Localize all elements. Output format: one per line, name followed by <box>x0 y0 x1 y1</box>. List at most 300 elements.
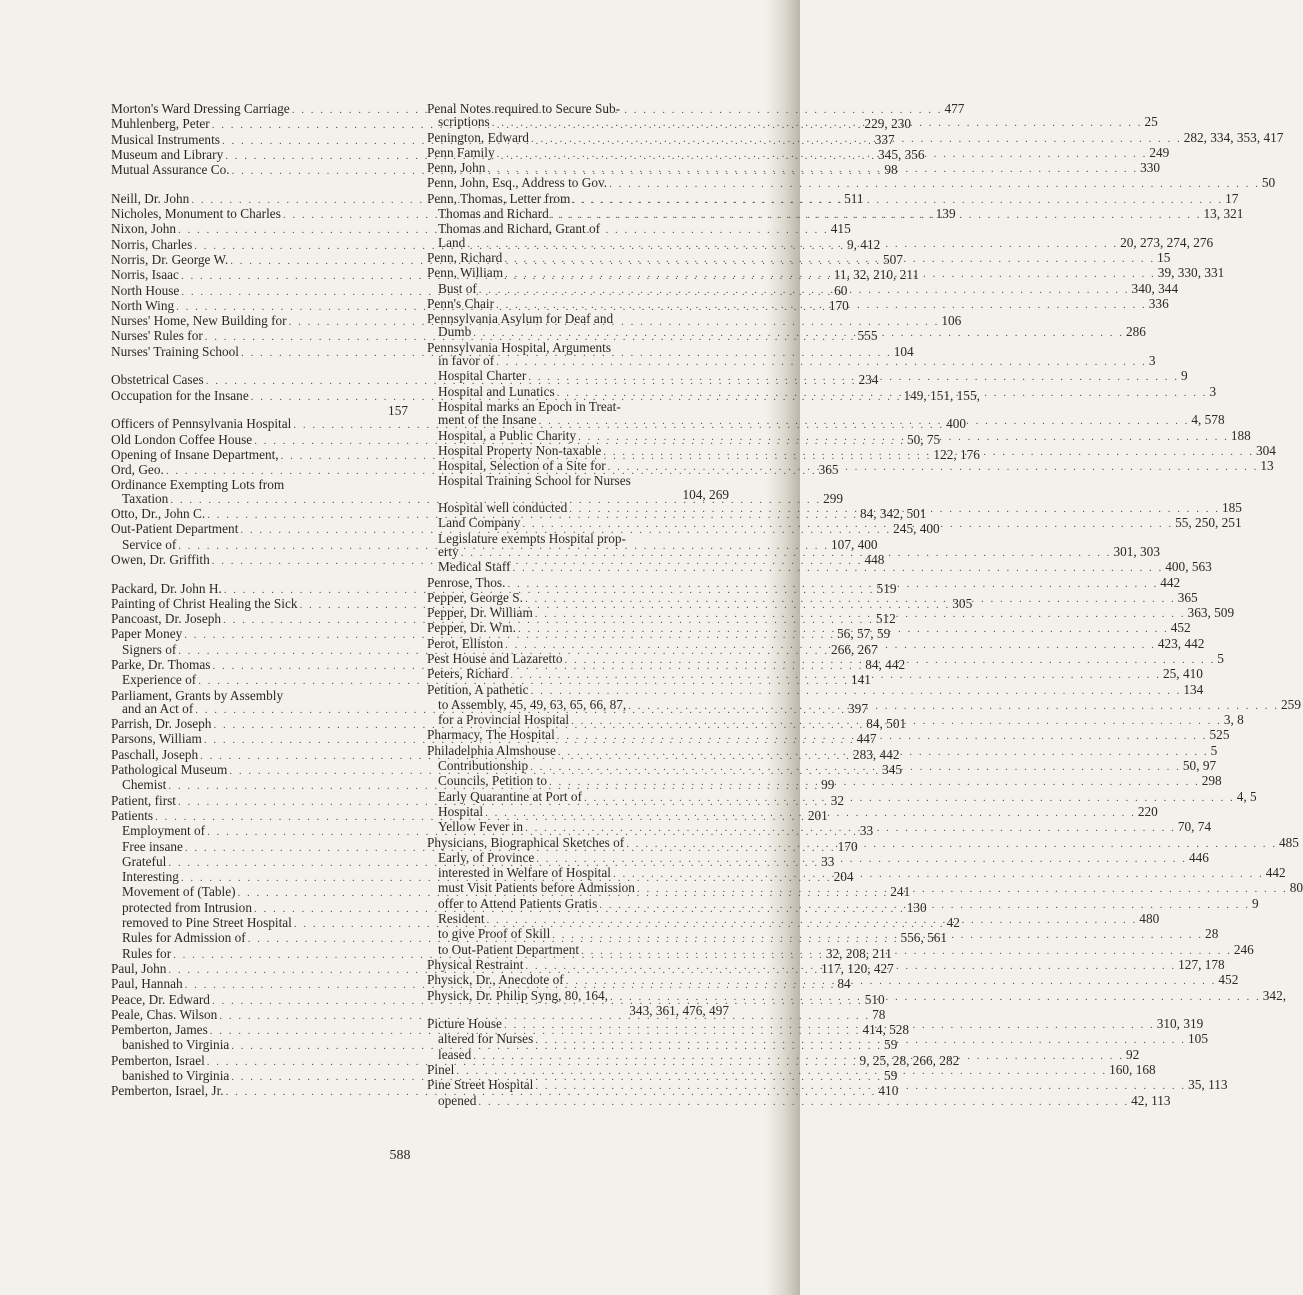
page-refs: 241 <box>890 884 911 900</box>
page-refs: 259 <box>1281 696 1301 712</box>
entry-term: Hospital and Lunatics <box>438 383 555 399</box>
entry-term: Chemist <box>122 777 167 793</box>
index-subentry <box>427 474 729 487</box>
entry-term: Parke, Dr. Thomas <box>111 656 211 672</box>
dot-leader <box>531 685 1182 698</box>
dot-leader <box>603 446 1254 462</box>
dot-leader <box>608 461 1259 478</box>
page-refs: 337 <box>874 131 895 147</box>
entry-term: Norris, Charles <box>111 236 193 252</box>
page-refs: 50, 97 <box>1182 758 1217 774</box>
page-refs: 4, 578 <box>1191 412 1225 428</box>
entry-term: Peale, Chas. Wilson <box>111 1006 218 1022</box>
dot-leader <box>473 1050 1124 1063</box>
dot-leader <box>609 178 1260 191</box>
entry-term: Packard, Dr. John H. <box>111 580 222 596</box>
entry-term: must Visit Patients before Admission <box>438 880 635 896</box>
entry-term: North Wing <box>111 297 175 313</box>
dot-leader <box>549 776 1200 793</box>
entry-term: Penington, Edward <box>427 129 529 145</box>
entry-term: Pemberton, James <box>111 1022 208 1038</box>
index-subentry <box>427 532 729 545</box>
entry-term: Nicholes, Monument to Charles <box>111 206 281 222</box>
dot-leader <box>599 899 1250 915</box>
entry-term: Old London Coffee House <box>111 431 253 447</box>
entry-term: Penn, John <box>427 160 486 176</box>
entry-term: Penn Family <box>427 144 495 160</box>
entry-term: Patient, first <box>111 792 176 808</box>
entry-term: Hospital marks an Epoch in Treat- <box>438 398 621 414</box>
page-refs: 485 <box>1278 834 1299 850</box>
entry-term: Petition, A pathetic <box>427 681 529 697</box>
page-refs: 99 <box>821 777 835 793</box>
page-refs: 5 <box>1210 742 1218 758</box>
entry-term: Paschall, Joseph <box>111 746 199 762</box>
page-refs: 84, 442 <box>865 656 906 672</box>
entry-term: Pharmacy, The Hospital <box>427 727 555 743</box>
entry-term: Parliament, Grants by Assembly <box>111 687 284 703</box>
dot-leader <box>497 148 1148 161</box>
dot-leader <box>626 838 1277 854</box>
page-refs: 188 <box>1230 427 1251 443</box>
page-refs: 33 <box>859 823 874 839</box>
page-refs: 477 <box>944 101 965 116</box>
index-entry <box>427 175 1276 191</box>
entry-term: Contributionship <box>438 758 529 774</box>
dot-leader <box>485 807 1136 823</box>
page-refs: 340, 344 <box>1131 280 1179 296</box>
page-refs: 442 <box>1160 574 1181 590</box>
page-refs: 32, 208, 211 <box>825 945 892 961</box>
dot-leader <box>518 623 1169 636</box>
entry-term: Occupation for the Insane <box>111 387 249 403</box>
dot-leader <box>551 206 1202 222</box>
dot-leader <box>565 654 1216 667</box>
page-refs: 59 <box>884 1037 898 1053</box>
entry-term: Patients <box>111 807 154 823</box>
dot-leader <box>557 730 1208 747</box>
dot-leader <box>525 593 1176 606</box>
entry-term: Penn, John, Esq., Address to Gov. <box>427 175 608 191</box>
dot-leader <box>522 518 1173 531</box>
page-refs: 400, 563 <box>1165 559 1212 575</box>
page-refs: 234 <box>858 372 879 388</box>
section-gap <box>111 178 408 191</box>
entry-term: Pepper, Dr. Wm. <box>427 620 516 636</box>
page-refs: 245, 400 <box>893 521 940 537</box>
page-refs: 336 <box>1148 295 1169 311</box>
dot-leader <box>581 945 1232 961</box>
index-entry <box>427 341 729 354</box>
entry-term: Nurses' Rules for <box>111 328 203 344</box>
page-refs: 4, 5 <box>1236 788 1257 804</box>
entry-term: Dumb <box>438 324 472 340</box>
dot-leader <box>528 371 1179 388</box>
dot-leader <box>539 415 1190 432</box>
entry-term: Physical Restraint <box>427 956 524 972</box>
entry-term: Pepper, George S. <box>427 589 523 605</box>
dot-leader <box>507 578 1158 591</box>
index-entry <box>427 102 729 115</box>
page-refs: 9 <box>1181 368 1188 384</box>
entry-term: Nurses' Training School <box>111 343 239 359</box>
entry-term: ment of the Insane <box>438 412 537 428</box>
dot-leader <box>569 503 1220 516</box>
page-refs: 365 <box>818 462 839 478</box>
page-refs: 447 <box>856 731 877 747</box>
page-refs: 423, 442 <box>1157 635 1205 651</box>
index-entry-continuation <box>111 404 408 417</box>
entry-term: Opening of Insane Department, <box>111 446 279 462</box>
entry-term: to Out-Patient Department <box>438 941 580 957</box>
page-refs: 134 <box>1183 681 1204 697</box>
page-refs: 117, 120, 427 <box>821 960 894 976</box>
entry-term: Pest House and Lazaretto <box>427 650 563 666</box>
page-refs: 70, 74 <box>1177 819 1212 835</box>
entry-term: Experience of <box>122 672 197 688</box>
dot-leader <box>535 1080 1186 1093</box>
dot-leader <box>504 1019 1155 1032</box>
entry-term: Early Quarantine at Port of <box>438 788 582 804</box>
dot-leader <box>505 639 1156 652</box>
entry-term: Councils, Petition to <box>438 773 547 789</box>
page-refs: 330 <box>1140 160 1161 176</box>
entry-term: Penn, William <box>427 265 504 281</box>
page-refs: 442 <box>1265 865 1286 881</box>
page-refs: 170 <box>837 838 858 854</box>
page-refs: 35, 113 <box>1188 1077 1228 1093</box>
page-refs: 107, 400 <box>831 536 878 552</box>
dot-leader <box>610 991 1261 1007</box>
entry-term: Neill, Dr. John <box>111 190 190 206</box>
dot-leader <box>492 117 1143 130</box>
page-refs: 104, 269 <box>682 486 729 502</box>
entry-term: Out-Patient Department <box>111 521 239 537</box>
entry-term: Thomas and Richard, Grant of <box>438 221 601 237</box>
entry-term: Peace, Dr. Edward <box>111 991 210 1007</box>
index-subentry <box>427 1092 1171 1109</box>
section-gap <box>111 360 408 373</box>
entry-term: scriptions <box>438 114 490 130</box>
page-refs: 304 <box>1255 442 1276 458</box>
entry-term: Hospital, Selection of a Site for <box>438 458 606 474</box>
page-refs: 9, 412 <box>847 236 881 252</box>
entry-term: Movement of (Table) <box>122 884 236 900</box>
entry-term: Early, of Province <box>438 849 535 865</box>
dot-leader <box>637 883 1288 900</box>
page-refs: 446 <box>1189 849 1209 865</box>
entry-term: Painting of Christ Healing the Sick <box>111 595 298 611</box>
index-subentry <box>427 400 729 413</box>
entry-term: Employment of <box>122 823 206 839</box>
entry-term: Mutual Assurance Co. <box>111 162 230 178</box>
page-refs: 519 <box>876 580 897 596</box>
entry-term: offer to Attend Patients Gratis <box>438 895 598 911</box>
entry-term: Musical Instruments <box>111 131 220 147</box>
dot-leader <box>552 929 1203 946</box>
entry-term: Pepper, Dr. William <box>427 605 533 621</box>
entry-term: Hospital, a Public Charity <box>438 427 577 443</box>
page-refs: 452 <box>1170 620 1191 636</box>
page-refs: 50, 75 <box>906 431 941 447</box>
entry-term: Physick, Dr., Anecdote of <box>427 972 564 988</box>
page-refs: 556, 561 <box>900 930 948 946</box>
entry-term: Resident <box>438 911 485 927</box>
entry-term: Parsons, William <box>111 731 202 747</box>
entry-term: Hospital well conducted <box>438 500 568 516</box>
entry-term: interested in Welfare of Hospital <box>438 865 611 881</box>
dot-leader <box>566 975 1217 992</box>
page-refs: 507 <box>882 251 903 267</box>
page-refs: 480 <box>1139 911 1160 927</box>
page-refs: 343, 361, 476, 497 <box>629 1002 729 1018</box>
page-refs: 229, 230 <box>864 116 912 132</box>
page-refs: 286 <box>1126 324 1146 340</box>
dot-leader <box>479 284 1130 297</box>
entry-term: Paul, Hannah <box>111 976 183 992</box>
entry-term: Peters, Richard <box>427 666 509 682</box>
page-number: 588 <box>389 1148 411 1163</box>
page-refs: 266, 267 <box>831 641 878 657</box>
dot-leader <box>473 327 1124 344</box>
page-refs: 249 <box>1149 144 1170 160</box>
entry-term: to Assembly, 45, 49, 63, 65, 66, 87, <box>438 696 627 712</box>
entry-term: for a Provincial Hospital <box>438 712 570 728</box>
entry-term: Penal Notes required to Secure Sub- <box>427 101 621 116</box>
entry-term: Land <box>438 234 466 250</box>
entry-term: Hospital <box>438 803 484 819</box>
page-refs: 9 <box>1252 895 1259 911</box>
entry-term: Hospital Training School for Nurses <box>438 473 631 489</box>
entry-term: Penn's Chair <box>427 295 495 311</box>
entry-term: banished to Virginia <box>122 1068 230 1083</box>
page-refs: 201 <box>807 807 828 823</box>
entry-term: Norris, Isaac <box>111 267 179 283</box>
section-gap <box>111 568 408 581</box>
page-refs: 204 <box>833 869 854 885</box>
page-refs: 5 <box>1217 650 1224 666</box>
page-refs: 220 <box>1137 803 1158 819</box>
entry-term: Hospital Charter <box>438 368 527 384</box>
page-refs: 452 <box>1218 972 1239 988</box>
entry-term: Museum and Library <box>111 146 224 162</box>
page-refs: 141 <box>850 672 871 688</box>
dot-leader <box>536 853 1187 869</box>
page-refs: 410 <box>878 1083 899 1099</box>
page-refs: 104 <box>893 343 914 359</box>
page-refs: 56, 57, 59 <box>837 626 891 642</box>
entry-term: Morton's Ward Dressing Carriage <box>111 101 290 116</box>
entry-term: Pennsylvania Asylum for Deaf and <box>427 311 614 327</box>
entry-term: Nixon, John <box>111 221 177 237</box>
index-subentry <box>427 353 1156 369</box>
entry-term: Paul, John <box>111 960 167 976</box>
entry-term: Officers of Pennsylvania Hospital <box>111 416 292 432</box>
entry-term: Pancoast, Dr. Joseph <box>111 611 222 627</box>
page-refs: 415 <box>830 221 851 237</box>
entry-term: Hospital Property Non-taxable <box>438 442 602 458</box>
entry-term: Yellow Fever in <box>438 819 524 835</box>
page-refs: 400 <box>946 416 967 432</box>
page-refs: 55, 250, 251 <box>1175 515 1242 531</box>
page-refs: 33 <box>821 853 835 869</box>
entry-term: Land Company <box>438 515 521 531</box>
page-refs: 25, 410 <box>1163 666 1203 682</box>
dot-leader <box>504 253 1155 266</box>
page-refs: 185 <box>1222 500 1242 516</box>
dot-leader <box>510 669 1161 682</box>
page-refs: 157 <box>388 402 408 418</box>
entry-term: Norris, Dr. George W. <box>111 251 229 267</box>
page-refs: 78 <box>872 1006 886 1022</box>
page-refs: 397 <box>848 700 868 716</box>
entry-term: Paper Money <box>111 626 183 642</box>
dot-leader <box>613 868 1264 885</box>
entry-term: opened <box>438 1092 477 1108</box>
entry-term: Penn, Thomas, Letter from <box>427 190 571 206</box>
page-refs: 9, 25, 28, 266, 282 <box>859 1052 960 1068</box>
entry-term: Signers of <box>122 641 177 657</box>
entry-term: Service of <box>122 536 177 552</box>
page-refs: 42 <box>946 915 960 931</box>
entry-term: Pennsylvania Hospital, Arguments <box>427 339 612 355</box>
dot-leader <box>535 1034 1186 1047</box>
page-refs: 127, 178 <box>1178 956 1225 972</box>
dot-leader <box>461 547 1112 560</box>
dot-leader <box>505 268 1156 281</box>
dot-leader <box>572 190 1223 207</box>
page-refs: 60 <box>834 282 848 298</box>
page-refs: 510 <box>864 991 885 1007</box>
page-refs: 39, 330, 331 <box>1157 265 1225 281</box>
page-refs: 282, 334, 353, 417 <box>1183 129 1284 145</box>
page-refs: 246 <box>1233 941 1254 957</box>
entry-term: Pemberton, Israel <box>111 1052 205 1068</box>
page-refs: 17 <box>1225 190 1239 206</box>
entry-term: and an Act of <box>122 700 194 716</box>
entry-term: Ord, Geo. <box>111 462 164 478</box>
page-refs: 139 <box>935 206 956 222</box>
entry-term: Pinel <box>427 1062 455 1077</box>
entry-term: Free insane <box>122 838 183 854</box>
entry-term: Bust of <box>438 280 477 296</box>
entry-term: Perot, Elliston <box>427 635 504 651</box>
page-refs: 84, 501 <box>866 716 907 732</box>
dot-leader <box>571 715 1222 732</box>
entry-term: Picture House <box>427 1016 502 1032</box>
dot-leader <box>487 163 1138 176</box>
index-entry-continuation <box>427 488 729 501</box>
page-refs: 42, 113 <box>1131 1092 1171 1108</box>
page-refs: 283, 442 <box>852 746 900 762</box>
entry-term: Medical Staff <box>438 559 511 575</box>
entry-term: Parrish, Dr. Joseph <box>111 716 212 732</box>
dot-leader <box>487 914 1138 931</box>
page-refs: 59 <box>884 1068 898 1083</box>
entry-term: Rules for <box>122 945 172 961</box>
entry-term: Muhlenberg, Peter <box>111 116 210 132</box>
page-refs: 3 <box>1209 383 1217 399</box>
page-refs: 448 <box>864 551 885 567</box>
entry-term: removed to Pine Street Hospital <box>122 915 292 931</box>
dot-leader <box>584 792 1235 808</box>
page-refs: 11, 32, 210, 211 <box>833 267 920 283</box>
entry-term: North House <box>111 282 180 298</box>
entry-term: Obstetrical Cases <box>111 372 204 388</box>
entry-term: Grateful <box>122 853 167 869</box>
page-refs: 363, 509 <box>1187 605 1235 621</box>
entry-term: Philadelphia Almshouse <box>427 742 556 758</box>
entry-term: leased <box>438 1046 472 1062</box>
entry-term: Interesting <box>122 869 179 885</box>
page-refs: 84 <box>837 976 851 992</box>
entry-term: Owen, Dr. Griffith <box>111 551 210 567</box>
page-refs: 105 <box>1188 1031 1208 1047</box>
dot-leader <box>478 1096 1129 1109</box>
entry-term: erty <box>438 543 459 559</box>
dot-leader <box>530 761 1181 778</box>
entry-term: Pemberton, Israel, Jr. <box>111 1083 224 1099</box>
dot-leader <box>628 700 1279 716</box>
page-refs: 15 <box>1157 249 1171 265</box>
entry-term: protected from Intrusion <box>122 899 252 915</box>
page-refs: 80 <box>1289 880 1303 896</box>
page-refs: 32 <box>830 792 845 808</box>
entry-term: Otto, Dr., John C. <box>111 506 206 522</box>
dot-leader <box>557 387 1208 403</box>
entry-term: in favor of <box>438 353 495 369</box>
entry-term: Nurses' Home, New Building for <box>111 313 287 329</box>
entry-term: altered for Nurses <box>438 1031 534 1047</box>
page-refs: 342, <box>1262 987 1287 1003</box>
entry-term: Penn, Richard <box>427 249 503 265</box>
dot-leader <box>525 822 1176 839</box>
dot-leader <box>467 238 1118 251</box>
page-refs: 555 <box>857 328 878 344</box>
page-refs: 84, 342, 501 <box>859 506 927 522</box>
dot-leader <box>525 960 1176 976</box>
entry-term: Rules for Admission of <box>122 930 246 946</box>
page-refs: 305 <box>952 595 973 611</box>
entry-term: Legislature exempts Hospital prop- <box>438 530 626 546</box>
page-refs: 310, 319 <box>1156 1016 1204 1032</box>
page-refs: 511 <box>844 190 864 206</box>
page-refs: 149, 151, 155, <box>903 387 980 403</box>
page-refs: 25 <box>1144 114 1158 130</box>
index-entry <box>427 312 729 325</box>
entry-term: Physicians, Biographical Sketches of <box>427 834 625 850</box>
page-refs: 122, 176 <box>933 446 980 462</box>
entry-term: Taxation <box>122 490 169 506</box>
page-refs: 13, 321 <box>1203 206 1244 222</box>
page-refs: 345, 356 <box>878 146 925 162</box>
page-refs: 106 <box>941 313 962 329</box>
entry-term: Pine Street Hospital <box>427 1077 534 1093</box>
entry-term: to give Proof of Skill <box>438 926 551 942</box>
page-refs: 512 <box>875 611 896 627</box>
page-refs: 365 <box>1177 589 1198 605</box>
entry-term: Physick, Dr. Philip Syng, 80, 164, <box>427 987 609 1003</box>
entry-term: banished to Virginia <box>122 1037 230 1053</box>
index-entry <box>111 478 408 491</box>
page-refs: 98 <box>884 162 898 178</box>
dot-leader <box>496 299 1147 312</box>
page-refs: 298 <box>1201 773 1222 789</box>
page-refs: 13 <box>1260 458 1274 474</box>
page-refs: 50 <box>1261 175 1276 191</box>
page-refs: 28 <box>1205 926 1219 942</box>
index-entry <box>111 689 408 702</box>
